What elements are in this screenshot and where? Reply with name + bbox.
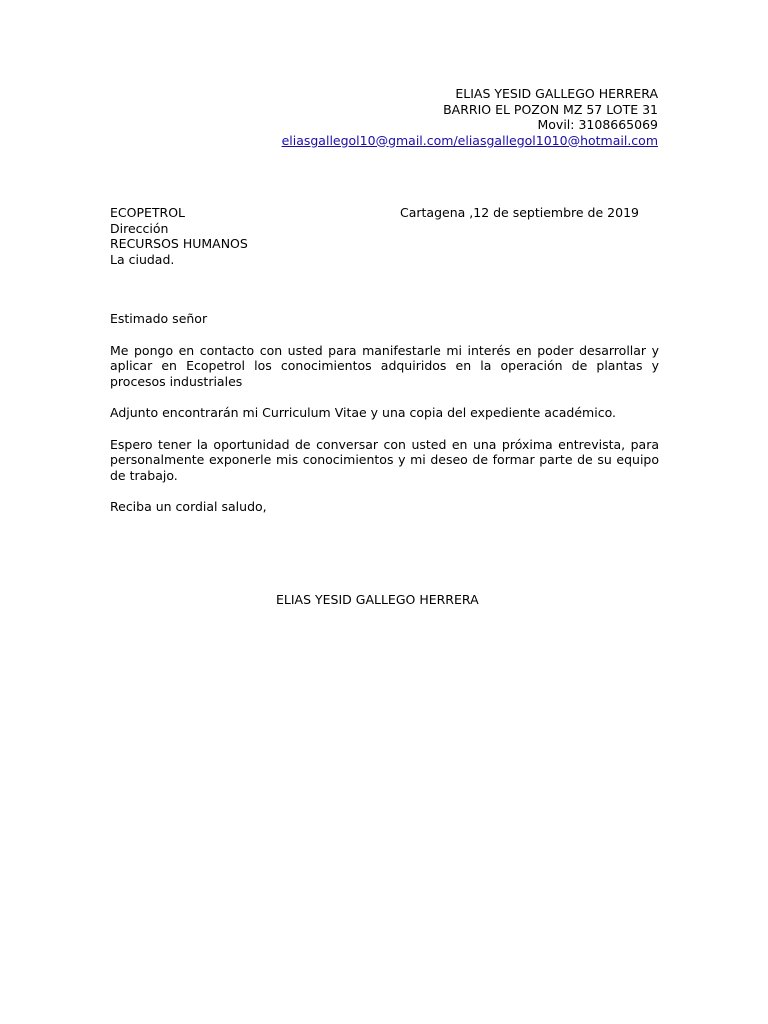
recipient-city: La ciudad.: [110, 251, 175, 267]
recipient-company: ECOPETROL: [110, 205, 186, 220]
recipient-department-label: Dirección: [110, 220, 169, 236]
sender-email-link[interactable]: eliasgallegol10@gmail.com/eliasgallegol1010@hotmail.com: [281, 132, 658, 148]
letter-date: Cartagena ,12 de septiembre de 2019: [400, 205, 639, 220]
letter-paragraph: Me pongo en contacto con usted para manifestarle mi interés en poder desarrollar y aplicar en Ecopetrol los conocimientos adquiridos en la operación de plantas y procesos industriales: [110, 342, 659, 389]
sender-block: [282, 86, 658, 148]
letter-body: [110, 311, 659, 531]
recipient-block: [110, 205, 248, 267]
sender-name: ELIAS YESID GALLEGO HERRERA: [455, 86, 658, 101]
letter-closing: Reciba un cordial saludo,: [110, 499, 267, 514]
recipient-department: RECURSOS HUMANOS: [110, 236, 248, 251]
sender-phone: Movil: 3108665069: [537, 117, 658, 132]
letter-paragraph: Adjunto encontrarán mi Curriculum Vitae y una copia del expediente académico.: [110, 405, 616, 420]
signature-name: ELIAS YESID GALLEGO HERRERA: [276, 592, 479, 607]
letter-greeting: Estimado señor: [110, 311, 208, 326]
letter-paragraph: Espero tener la oportunidad de conversar con usted en una próxima entrevista, para personalmente exponerle mis conocimientos y mi deseo de formar parte de su equipo de trabajo.: [110, 436, 659, 483]
sender-address: BARRIO EL POZON MZ 57 LOTE 31: [443, 101, 658, 117]
